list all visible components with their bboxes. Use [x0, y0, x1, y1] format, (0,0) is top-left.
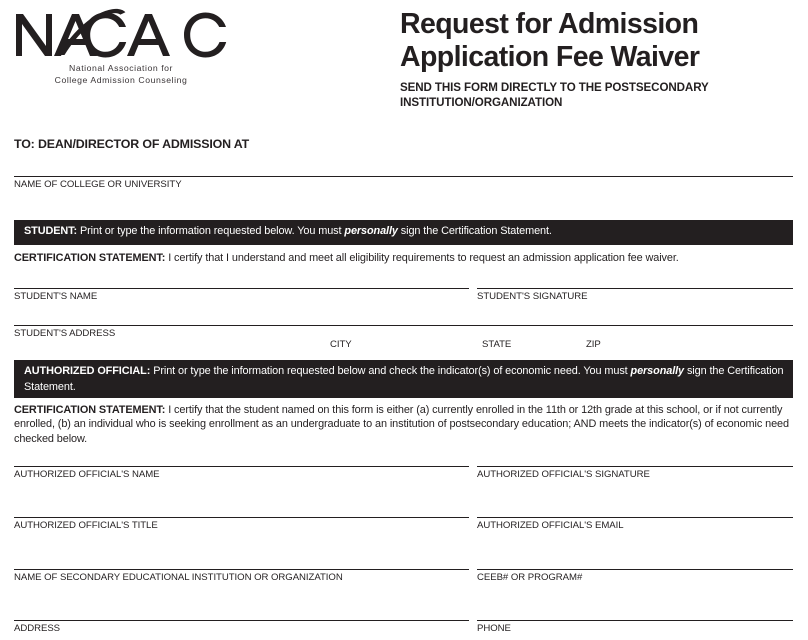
student-banner-text-1: Print or type the information requested below. You must [77, 225, 345, 237]
field-caption: STUDENT'S ADDRESS [14, 328, 116, 339]
student-banner-emphasis: personally [344, 225, 398, 237]
form-header [0, 0, 808, 130]
student-banner-text-2: sign the Certification Statement. [397, 225, 552, 237]
field-official-name[interactable] [14, 466, 469, 481]
field-rule [477, 288, 793, 289]
logo-subtitle [14, 63, 228, 86]
field-student-address[interactable] [14, 325, 793, 340]
field-ceeb-program[interactable] [477, 569, 793, 584]
field-caption: CEEB# OR PROGRAM# [477, 572, 583, 583]
field-official-phone[interactable] [477, 620, 793, 635]
nacac-wordmark-icon [14, 8, 228, 60]
field-caption: ADDRESS [14, 623, 61, 634]
page-subtitle [400, 81, 794, 110]
official-cert-label: CERTIFICATION STATEMENT: [14, 404, 166, 416]
official-certification-statement [14, 403, 793, 446]
official-banner-text-1: Print or type the information requested below and check the indicator(s) of economic need. You must [150, 365, 631, 377]
field-caption-city: CITY [330, 339, 352, 350]
student-certification-statement [14, 251, 793, 265]
official-section-banner [14, 360, 793, 398]
student-banner-role: STUDENT: [24, 225, 78, 237]
field-caption-zip: ZIP [586, 339, 601, 350]
page-title-line-1: Request for Admission [400, 8, 699, 40]
field-caption: PHONE [477, 623, 511, 634]
field-caption-state: STATE [482, 339, 512, 350]
field-student-signature[interactable] [477, 288, 793, 303]
logo-subtitle-line-1: National Association for [69, 63, 173, 73]
field-rule [477, 466, 793, 467]
field-caption: AUTHORIZED OFFICIAL'S SIGNATURE [477, 469, 650, 480]
official-cert-text: I certify that the student named on this form is either (a) currently enrolled in the 11th or 12th grade at this school, or if not currently enrolled, (b) an individual who is seeking enrollment as an undergraduate to an institution of postsecondary education; AND meets the indicator(s) of economic need checked below. [14, 404, 789, 445]
field-rule [14, 620, 469, 621]
field-caption: NAME OF SECONDARY EDUCATIONAL INSTITUTION OR ORGANIZATION [14, 572, 343, 583]
field-rule [14, 176, 793, 177]
title-block [400, 8, 794, 110]
field-rule [14, 325, 793, 326]
field-official-title[interactable] [14, 517, 469, 532]
student-section-banner [14, 220, 793, 245]
page-title [400, 8, 794, 74]
field-caption: AUTHORIZED OFFICIAL'S TITLE [14, 520, 158, 531]
field-official-signature[interactable] [477, 466, 793, 481]
field-caption: NAME OF COLLEGE OR UNIVERSITY [14, 179, 182, 190]
nacac-logo [14, 8, 244, 86]
field-rule [14, 466, 469, 467]
field-caption: STUDENT'S NAME [14, 291, 98, 302]
field-rule [14, 517, 469, 518]
logo-subtitle-line-2: College Admission Counseling [54, 74, 188, 85]
field-college-name[interactable] [14, 176, 793, 191]
field-caption: AUTHORIZED OFFICIAL'S EMAIL [477, 520, 624, 531]
field-official-address[interactable] [14, 620, 469, 635]
field-rule [14, 288, 469, 289]
student-cert-label: CERTIFICATION STATEMENT: [14, 252, 166, 264]
field-caption: AUTHORIZED OFFICIAL'S NAME [14, 469, 160, 480]
field-secondary-institution[interactable] [14, 569, 469, 584]
field-rule [477, 517, 793, 518]
page-title-line-2: Application Fee Waiver [400, 41, 700, 73]
official-banner-text-2: sign the Certification Statement. [24, 365, 784, 393]
field-rule [477, 569, 793, 570]
addressee-label: TO: DEAN/DIRECTOR OF ADMISSION AT [14, 137, 250, 151]
field-caption: STUDENT'S SIGNATURE [477, 291, 588, 302]
official-banner-role: AUTHORIZED OFFICIAL: [24, 365, 151, 377]
field-student-name[interactable] [14, 288, 469, 303]
official-banner-emphasis: personally [630, 365, 685, 377]
page-subtitle-line-2: INSTITUTION/ORGANIZATION [400, 95, 563, 109]
field-rule [14, 569, 469, 570]
field-official-email[interactable] [477, 517, 793, 532]
page-subtitle-line-1: SEND THIS FORM DIRECTLY TO THE POSTSECONDARY [400, 81, 709, 94]
field-rule [477, 620, 793, 621]
student-cert-text: I certify that I understand and meet all eligibility requirements to request an admission application fee waiver. [165, 252, 679, 264]
